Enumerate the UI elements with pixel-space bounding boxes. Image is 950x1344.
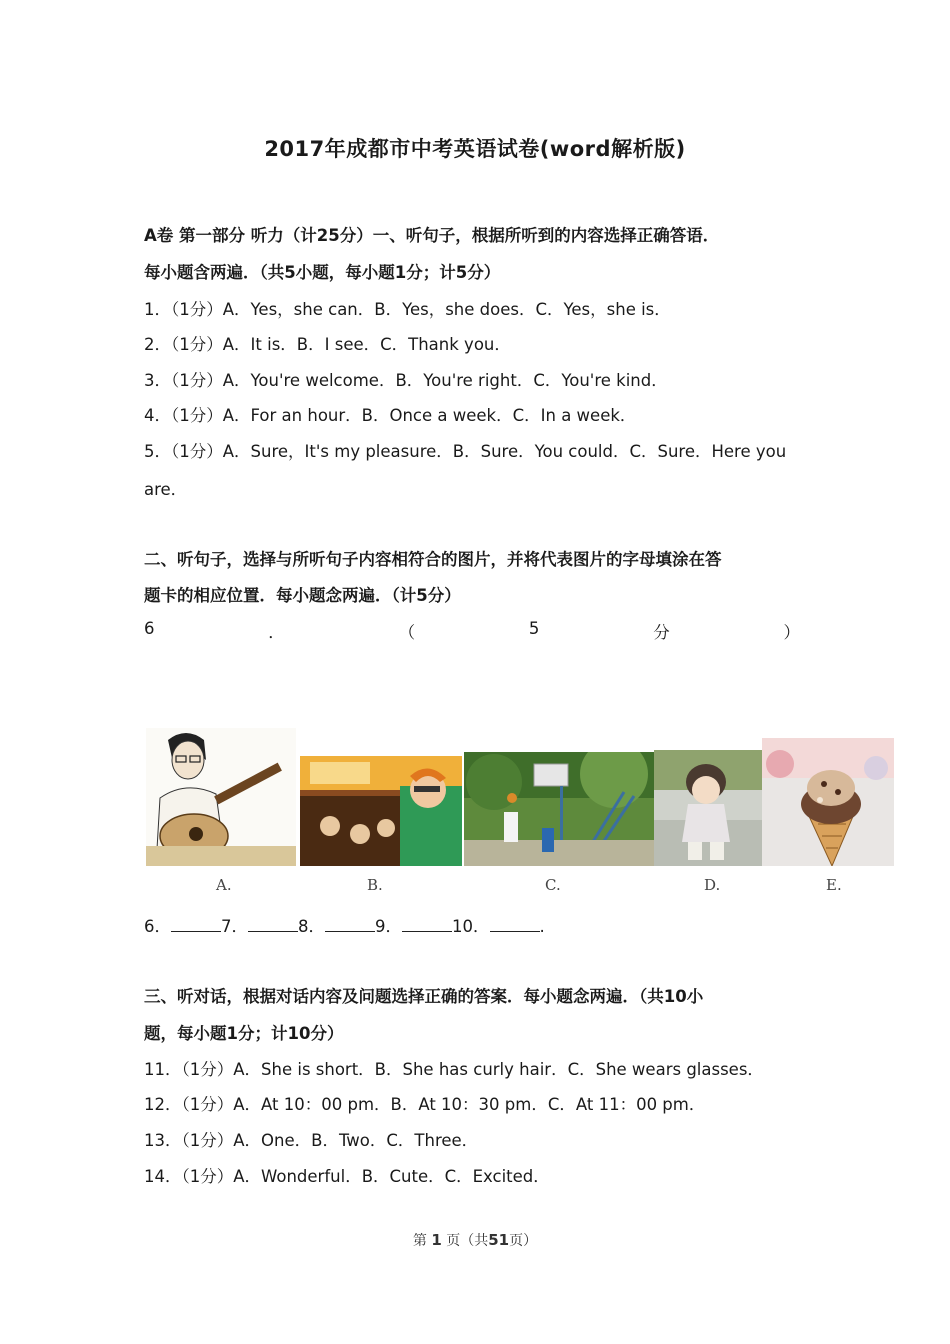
blank-label: 6．	[144, 917, 171, 936]
answer-blank[interactable]	[248, 917, 298, 932]
section2-points-line	[144, 619, 800, 643]
answer-blank[interactable]	[325, 917, 375, 932]
blank-label: 10．	[452, 917, 490, 936]
spread-part: （	[398, 623, 416, 642]
blank-label: 9．	[375, 917, 402, 936]
blanks-end: .	[539, 917, 545, 936]
section2-heading-line1: 二、听句子，选择与所听句子内容相符合的图片，并将代表图片的字母填涂在答	[144, 550, 722, 569]
answer-blanks	[144, 913, 545, 937]
picture-c-basketball	[464, 752, 654, 866]
caption-a: A.	[216, 876, 232, 894]
spread-part: ．	[268, 623, 285, 642]
blank-label: 7．	[221, 917, 248, 936]
section3-heading-line1: 三、听对话，根据对话内容及问题选择正确的答案．每小题念两遍．（共10小	[144, 987, 704, 1006]
section2-heading-line2: 题卡的相应位置．每小题念两遍．（计5分）	[144, 586, 461, 605]
question-14: 14．（1分）A．Wonderful．B．Cute．C．Excited．	[144, 1167, 550, 1186]
picture-e-ice-cream	[762, 738, 894, 866]
question-5-continued: are．	[144, 480, 188, 499]
footer-total-pages: 51	[488, 1231, 510, 1249]
question-12: 12．（1分）A．At 10：00 pm．B．At 10：30 pm．C．At 11：00 pm．	[144, 1095, 706, 1114]
caption-c: C.	[545, 876, 561, 894]
spread-part: 5	[528, 619, 540, 638]
question-11: 11．（1分）A．She is short．B．She has curly hair．C．She wears glasses．	[144, 1060, 764, 1079]
answer-blank[interactable]	[171, 917, 221, 932]
question-2: 2．（1分）A．It is．B．I see．C．Thank you．	[144, 335, 511, 354]
caption-e: E.	[826, 876, 842, 894]
section3-heading-line2: 题，每小题1分；计10分）	[144, 1024, 344, 1043]
answer-blank[interactable]	[490, 917, 540, 932]
question-3: 3．（1分）A．You're welcome．B．You're right．C．You're kind．	[144, 371, 668, 390]
question-5: 5．（1分）A．Sure，It's my pleasure．B．Sure．You could．C．Sure．Here you	[144, 442, 787, 461]
picture-d-girl	[654, 750, 762, 866]
question-1: 1．（1分）A．Yes，she can．B．Yes，she does．C．Yes，she is．	[144, 300, 671, 319]
caption-d: D.	[704, 876, 721, 894]
picture-strip	[146, 728, 896, 888]
caption-b: B.	[367, 876, 383, 894]
page-title: 2017年成都市中考英语试卷(word解析版)	[264, 137, 686, 161]
section1-heading-line1: A卷 第一部分 听力（计25分）一、听句子，根据所听到的内容选择正确答语．	[144, 226, 720, 245]
footer-suffix: 页）	[509, 1233, 538, 1249]
picture-b-classroom	[300, 756, 462, 866]
question-4: 4．（1分）A．For an hour．B．Once a week．C．In a week．	[144, 406, 637, 425]
blank-label: 8．	[298, 917, 325, 936]
page-footer	[0, 1230, 950, 1250]
answer-blank[interactable]	[402, 917, 452, 932]
spread-part: 分	[653, 623, 670, 642]
footer-page-number: 1	[431, 1231, 442, 1249]
spread-part: 6	[144, 619, 155, 638]
footer-middle: 页（共	[446, 1233, 489, 1249]
footer-prefix: 第	[412, 1233, 427, 1249]
section1-heading-line2: 每小题含两遍．（共5小题，每小题1分；计5分）	[144, 263, 501, 282]
question-13: 13．（1分）A．One．B．Two．C．Three．	[144, 1131, 479, 1150]
picture-a-guitar-player	[146, 728, 296, 866]
spread-part: ）	[783, 623, 800, 642]
